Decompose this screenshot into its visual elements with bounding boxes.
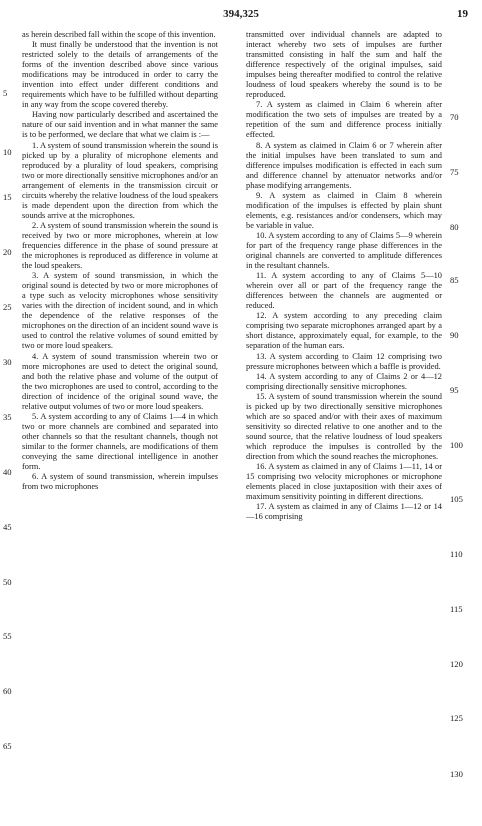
paragraph: 16. A system as claimed in any of Claims 1—11, 14 or 15 comprising two velocity microphones or microphone elements placed in close juxtaposition with their axes of maximum sensitivity pointing in different directions. [246, 462, 442, 502]
paragraph: 9. A system as claimed in Claim 8 wherein modification of the impulses is effected by plain shunt elements, e.g. resistances and/or condensers, which may be variable in value. [246, 190, 442, 230]
line-number: 95 [450, 385, 459, 395]
line-number: 90 [450, 330, 459, 340]
line-number: 45 [3, 522, 12, 532]
paragraph: 3. A system of sound transmission, in which the original sound is detected by two or more microphones of a type such as velocity microphones whose sensitivity varies with the direction of incident sound, and in which the dependence of the relative responses of the microphones on the direction of an incident sound wave is used to control the relative volumes of sound emitted by two or more loud speakers. [22, 271, 218, 351]
line-number: 110 [450, 549, 463, 559]
paragraph: 4. A system of sound transmission wherein two or more microphones are used to detect the original sound, and both the relative phase and volume of the output of the two microphones are used to control, according to the direction of incidence of the original sound wave, the relative output volumes of two or more loud speakers. [22, 351, 218, 411]
line-number: 15 [3, 192, 12, 202]
line-number: 80 [450, 222, 459, 232]
line-number: 120 [450, 659, 463, 669]
page-number: 19 [457, 8, 468, 20]
paragraph: Having now particularly described and ascertained the nature of our said invention and in what manner the same is to be performed, we declare that what we claim is :— [22, 110, 218, 140]
line-number: 60 [3, 686, 12, 696]
paragraph: 5. A system according to any of Claims 1—4 in which two or more channels are combined and separated into other channels so that the resultant channels, though not similar to the former channels, are modifications of them conveying the same directional intelligence in another form. [22, 411, 218, 472]
paragraph: 1. A system of sound transmission wherein the sound is picked up by a plurality of microphone elements and reproduced by a plurality of loud speakers, comprising two or more directionally sensitive microphones and/or an arrangement of elements in the transmission circuit or circuits whereby the relative loudness of the loud speakers is made dependent upon the direction from which the sounds arrive at the microphones. [22, 140, 218, 220]
paragraph: transmitted over individual channels are adapted to interact whereby two sets of impulses are further transmitted consisting in half the sum and half the difference respectively of the original impulses, said impulses being thereafter modified to control the relative loudness of loud speakers whereby the sound is to be reproduced. [246, 30, 442, 100]
line-number: 65 [3, 741, 12, 751]
line-number: 85 [450, 275, 459, 285]
line-number: 50 [3, 577, 12, 587]
paragraph: 2. A system of sound transmission wherein the sound is received by two or more microphones, wherein at low frequencies difference in the phase of sound pressure at the microphones is reproduced as difference in volume at the loud speakers. [22, 220, 218, 271]
line-number: 115 [450, 604, 463, 614]
line-number: 105 [450, 494, 463, 504]
line-number: 20 [3, 247, 12, 257]
line-number: 30 [3, 357, 12, 367]
paragraph: 13. A system according to Claim 12 comprising two pressure microphones between which a baffle is provided. [246, 351, 442, 371]
line-number: 35 [3, 412, 12, 422]
paragraph: It must finally be understood that the invention is not restricted solely to the details of arrangements of the forms of the invention described above since various modifications may be introduced in order to carry the invention into effect under different conditions and requirements which have to be fulfilled without departing in any way from the scope covered thereby. [22, 40, 218, 110]
line-number: 125 [450, 713, 463, 723]
paragraph: 7. A system as claimed in Claim 6 wherein after modification the two sets of impulses are treated by a repetition of the sum and difference process initially effected. [246, 100, 442, 140]
line-number: 130 [450, 769, 463, 779]
paragraph: 12. A system according to any preceding claim comprising two separate microphones arranged apart by a short distance, approximately equal, for example, to the separation of the human ears. [246, 311, 442, 351]
paragraph: 14. A system according to any of Claims 2 or 4—12 comprising directionally sensitive microphones. [246, 371, 442, 391]
paragraph: 6. A system of sound transmission, wherein impulses from two microphones [22, 472, 218, 492]
left-text-column [22, 30, 218, 818]
right-text-column [246, 30, 442, 818]
paragraph: as herein described fall within the scope of this invention. [22, 30, 216, 39]
paragraph: 10. A system according to any of Claims 5—9 wherein for part of the frequency range phase differences in the original channels are converted to amplitude differences in the resultant channels. [246, 230, 442, 271]
line-number: 40 [3, 467, 12, 477]
line-number: 75 [450, 167, 459, 177]
paragraph: 15. A system of sound transmission wherein the sound is picked up by two directionally sensitive microphones which are so spaced and/or with their axes of maximum sensitivity so directed relative to one another and to the sound source, that the relative loudness of loud speakers which reproduce the impulses is controlled by the direction from which the sound reaches the microphones. [246, 391, 442, 461]
line-number: 100 [450, 440, 463, 450]
page-header [0, 8, 482, 24]
paragraph: 11. A system according to any of Claims 5—10 wherein over all or part of the frequency range the differences between the channels are augmented or reduced. [246, 271, 442, 311]
line-number: 70 [450, 112, 459, 122]
line-number: 5 [3, 88, 8, 98]
paragraph: 17. A system as claimed in any of Claims 1—12 or 14—16 comprising [246, 502, 442, 522]
line-number: 25 [3, 302, 12, 312]
patent-number: 394,325 [223, 8, 259, 20]
line-number: 10 [3, 147, 12, 157]
line-number: 55 [3, 631, 12, 641]
paragraph: 8. A system as claimed in Claim 6 or 7 wherein after the initial impulses have been translated to sum and difference impulses modification is effected in each sum and difference channel by attenuator networks and/or phase modifying arrangements. [246, 140, 442, 190]
